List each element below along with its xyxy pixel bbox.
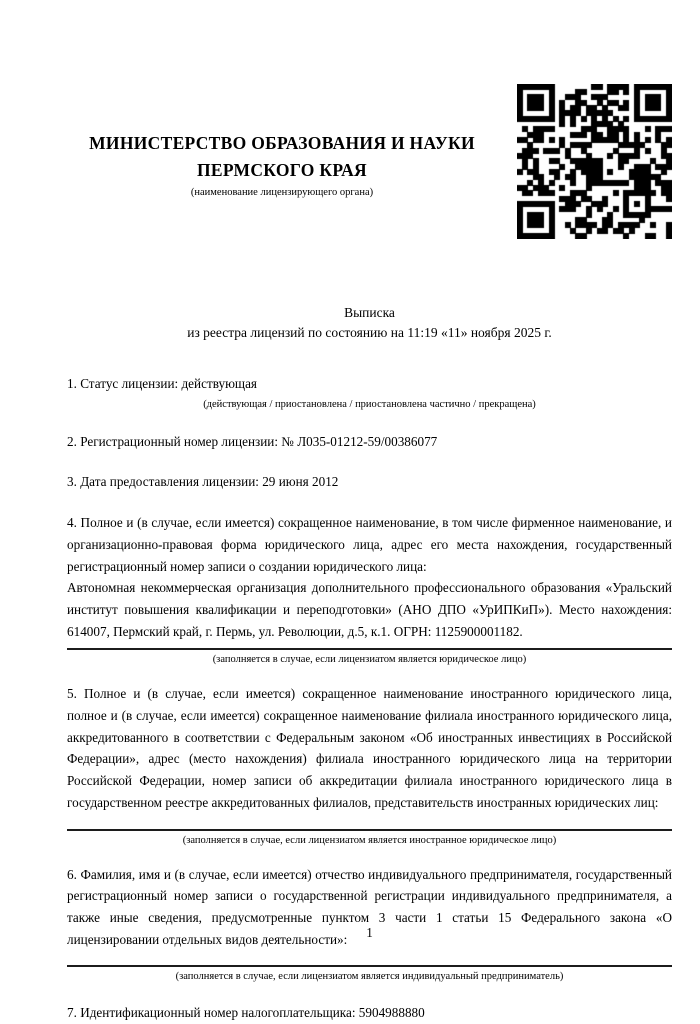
licensing-authority-name-line1: МИНИСТЕРСТВО ОБРАЗОВАНИЯ И НАУКИ bbox=[89, 133, 475, 153]
item-6-statement: 6. Фамилия, имя и (в случае, если имеется) отчество индивидуального предпринимателя, государственный регистрационный номер записи о государственной регистрации индивидуального предпринимателя, а также иные сведения, предусмотренные пунктом 3 части 1 статьи 15 Федерального закона «О лицензировании отдельных видов деятельности»: bbox=[67, 866, 672, 947]
licensing-authority-name bbox=[67, 130, 497, 184]
qr-code-icon bbox=[517, 84, 672, 239]
licensing-authority-name-line2: ПЕРМСКОГО КРАЯ bbox=[197, 160, 367, 180]
item-6-caption: (заполняется в случае, если лицензиатом является индивидуальный предприниматель) bbox=[175, 971, 564, 983]
document-title bbox=[67, 303, 672, 343]
item-4-underline bbox=[67, 648, 672, 650]
document-title-line2: из реестра лицензий по состоянию на 11:19 «11» ноября 2025 г. bbox=[187, 325, 552, 340]
item-6-underline bbox=[67, 965, 672, 967]
licensing-authority-caption: (наименование лицензирующего органа) bbox=[190, 187, 374, 198]
document-title-line1: Выписка bbox=[344, 305, 395, 320]
item-4-caption: (заполняется в случае, если лицензиатом является юридическое лицо) bbox=[212, 654, 527, 666]
item-2-registration-number: 2. Регистрационный номер лицензии: № Л035-01212-59/00386077 bbox=[67, 433, 438, 449]
licensing-authority bbox=[67, 84, 497, 198]
document-header bbox=[67, 84, 672, 241]
item-1-license-status: 1. Статус лицензии: действующая bbox=[67, 376, 258, 391]
page-number: 1 bbox=[366, 925, 373, 940]
item-5-underline bbox=[67, 829, 672, 831]
item-5-caption: (заполняется в случае, если лицензиатом является иностранное юридическое лицо) bbox=[182, 834, 557, 846]
item-3-grant-date: 3. Дата предоставления лицензии: 29 июня 2012 bbox=[67, 474, 339, 490]
item-1-caption: (действующая / приостановлена / приостановлена частично / прекращена) bbox=[203, 398, 536, 410]
item-4-value: Автономная некоммерческая организация дополнительного профессионального образования «Уральский институт повышения квалификации и переподготовки» (АНО ДПО «УрИПКиП»). Место нахождения: 614007, Пермский край, г. Пермь, ул. Революции, д.5, к.1. ОГРН: 1125900001182. bbox=[67, 580, 672, 639]
item-5-statement: 5. Полное и (в случае, если имеется) сокращенное наименование иностранного юридического лица, полное и (в случае, если имеется) сокращенное наименование филиала иностранного юридического лица, аккредитованного в соответствии с Федеральным законом «Об иностранных инвестициях в Российской Федерации», адрес (место нахождения) филиала иностранного юридического лица на территории Российской Федерации, номер записи об аккредитации филиала иностранного юридического лица в государственном реестре аккредитованных филиалов, представительств иностранных юридических лиц: bbox=[67, 686, 672, 810]
item-4-statement: 4. Полное и (в случае, если имеется) сокращенное наименование, в том числе фирменное наименование, и организационно-правовая форма юридического лица, адрес его места нахождения, государственный регистрационный номер записи о создании юридического лица: bbox=[67, 515, 672, 574]
item-7-taxpayer-number: 7. Идентификационный номер налогоплательщика: 5904988880 bbox=[67, 1005, 425, 1021]
